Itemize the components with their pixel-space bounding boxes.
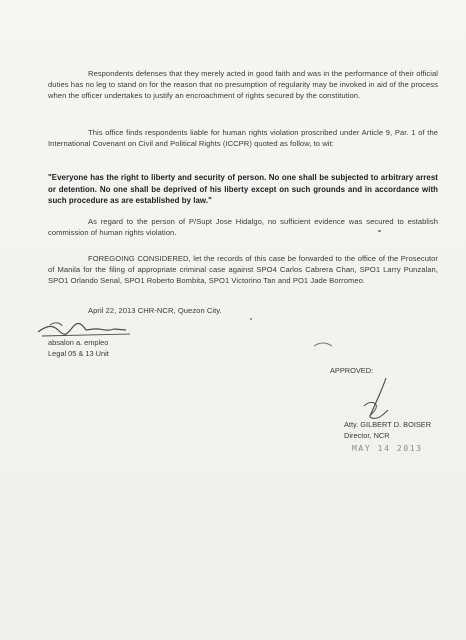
iccpr-quote: "Everyone has the right to liberty and security of person. No one shall be subjected to arbitrary arrest or detention. No one shall be deprived of his liberty except on such grounds and in accordance with such procedure as are established by law." [48, 173, 438, 205]
margin-mark [312, 340, 336, 350]
left-signatory-unit: Legal 05 & 13 Unit [48, 349, 109, 358]
date-place-line: April 22, 2013 CHR-NCR, Quezon City. [88, 306, 222, 315]
director-signature-scrawl [356, 376, 396, 424]
approved-label: APPROVED: [330, 366, 374, 375]
director-title: Director, NCR [344, 431, 390, 440]
paragraph-hidalgo: As regard to the person of P/Supt Jose Hidalgo, no sufficient evidence was secured to establish commission of human rights violation. [48, 217, 438, 238]
scan-speck [250, 318, 252, 320]
paragraph-good-faith: Respondents defenses that they merely acted in good faith and was in the performance of their official duties has no leg to stand on for the reason that no presumption of regularity may be invoked in aid of the process when the officer undertakes to justify an encroachment of rights secured by the constitution. [48, 69, 438, 101]
director-name: Atty. GILBERT D. BOISER [344, 420, 432, 429]
left-signatory-name: absalon a. empleo [48, 338, 109, 347]
paragraph-foregoing: FOREGOING CONSIDERED, let the records of this case be forwarded to the office of the Prosecutor of Manila for the filing of appropriate criminal case against SPO4 Carlos Cabrera Chan, SPO1 Larry Punzalan, SPO1 Orlando Senal, SPO1 Roberto Bombita, SPO1 Victorino Tan and PO1 Jade Borromeo. [48, 254, 438, 286]
received-date-stamp: MAY 14 2013 [352, 444, 423, 453]
paragraph-liability: This office finds respondents liable for human rights violation proscribed under Article 9, Par. 1 of the International Covenant on Civil and Political Rights (ICCPR) quoted as follow, to wit: [48, 128, 438, 149]
scan-speck [378, 230, 381, 232]
